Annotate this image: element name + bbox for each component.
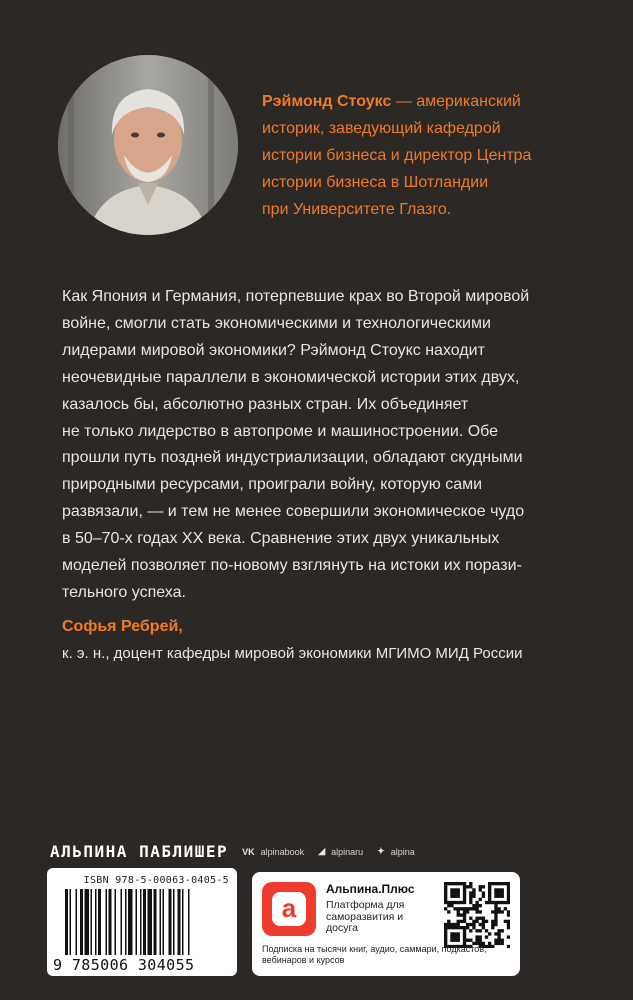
logo-letter: a (272, 892, 306, 926)
bio-line: историк, заведующий кафедрой (262, 120, 501, 137)
bio-line: истории бизнеса и директор Центра (262, 147, 532, 164)
promo-note: Подписка на тысячи книг, аудио, саммари, подкастов, вебинаров и курсов (262, 944, 487, 965)
description-line: прошли путь поздней индустриализации, обладают скудными (62, 449, 523, 467)
promo-title: Альпина.Плюс (326, 882, 415, 896)
publisher-logo: АЛЬПИНА ПАБЛИШЕР (50, 842, 229, 861)
description-line: Как Япония и Германия, потерпевшие крах во Второй мировой (62, 288, 530, 305)
description-line: моделей позволяет по-новому взглянуть на истоки их порази- (62, 557, 522, 575)
description-line: развязали, — и тем не менее совершили экономическое чудо (62, 503, 525, 521)
promo-subtitle: Платформа для саморазвития и досуга (326, 899, 405, 934)
bio-line: — американский (391, 93, 521, 110)
bio-line: при Университете Глазго. (262, 201, 452, 218)
description-line: не только лидерство в автопроме и машиностроении. Обе (62, 422, 499, 440)
description-line: лидерами мировой экономики? Рэймонд Стоукс находит (62, 341, 485, 359)
author-name: Рэймонд Стоукс (262, 93, 392, 110)
description-line: войне, смогли стать экономическими и технологическими (62, 314, 491, 332)
isbn-text: ISBN 978-5-00063-0405-5 (83, 875, 229, 886)
dzen-icon: ✦ (377, 846, 385, 856)
barcode-bars (65, 889, 225, 955)
social-vk[interactable] (242, 847, 304, 857)
social-telegram[interactable] (318, 846, 363, 857)
reviewer-name: Софья Ребрей, (62, 618, 183, 635)
barcode-digits: 9 785006 304055 (53, 956, 195, 974)
description-line: казалось бы, абсолютно разных стран. Их объединяет (62, 395, 469, 413)
social-dzen[interactable] (377, 846, 415, 857)
social-label: alpina (390, 846, 415, 857)
vk-icon: VK (242, 846, 255, 857)
isbn-barcode (47, 868, 237, 976)
description-line: тельного успеха. (62, 583, 186, 601)
author-bio (262, 88, 602, 223)
description-line: природными ресурсами, проиграли войну, которую сами (62, 476, 483, 494)
social-label: alpinabook (260, 846, 305, 857)
author-photo (58, 55, 238, 235)
description-line: неочевидные параллели в экономической истории этих двух, (62, 368, 520, 386)
alpina-plus-promo[interactable] (252, 872, 520, 976)
publisher-row (50, 842, 603, 861)
social-label: alpinaru (331, 846, 364, 857)
book-description (62, 284, 582, 607)
telegram-icon: ◢ (318, 846, 326, 856)
qr-code-icon[interactable] (444, 882, 510, 948)
description-line: в 50–70-х годах ХХ века. Сравнение этих двух уникальных (62, 530, 500, 548)
alpina-plus-logo-icon (262, 882, 316, 936)
bio-line: истории бизнеса в Шотландии (262, 174, 489, 191)
reviewer-title: к. э. н., доцент кафедры мировой экономики МГИМО МИД России (62, 645, 523, 662)
